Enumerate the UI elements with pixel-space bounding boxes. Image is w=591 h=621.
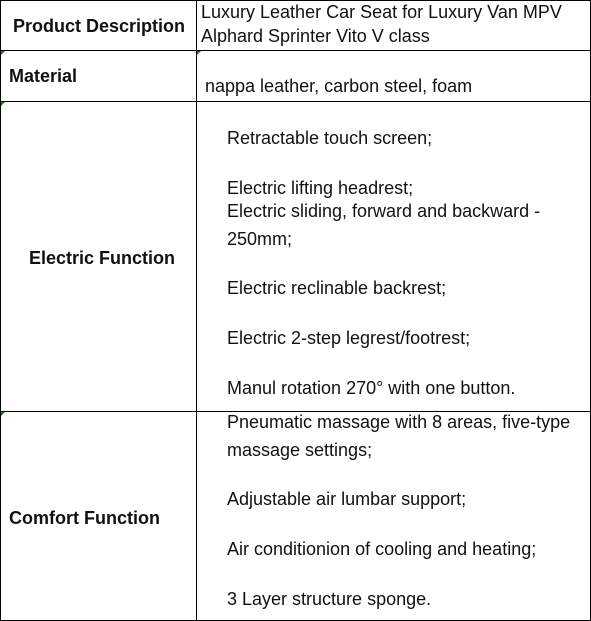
value-cell — [197, 412, 591, 621]
label-cell — [1, 1, 197, 51]
cell-marker-icon — [1, 51, 5, 55]
cell-marker-icon — [1, 102, 5, 106]
value-line: Alphard Sprinter Vito V class — [201, 26, 430, 46]
electric-feature-line: Retractable touch screen; — [227, 128, 433, 148]
electric-function-label: Electric Function — [29, 248, 176, 268]
electric-feature-line: Electric reclinable backrest; — [227, 278, 447, 298]
value-line: Luxury Leather Car Seat for Luxury Van MPV — [201, 2, 562, 22]
comfort-feature-line: Pneumatic massage with 8 areas, five-type — [227, 412, 571, 432]
label-cell — [1, 102, 197, 412]
cell-marker-icon — [1, 412, 5, 416]
electric-feature-line: Manul rotation 270° with one button. — [227, 378, 516, 398]
table-row-electric-function — [1, 102, 591, 412]
table-row-product-description — [1, 1, 591, 51]
electric-feature-line: Electric sliding, forward and backward - — [227, 201, 541, 221]
value-cell — [197, 51, 591, 102]
comfort-feature-line: 3 Layer structure sponge. — [227, 589, 432, 609]
comfort-feature-line: Adjustable air lumbar support; — [227, 489, 467, 509]
table-row-material — [1, 51, 591, 102]
cell-marker-icon — [197, 51, 201, 55]
comfort-function-label: Comfort Function — [9, 508, 160, 528]
comfort-feature-line: Air conditionion of cooling and heating; — [227, 539, 537, 559]
electric-feature-line: 250mm; — [227, 229, 293, 249]
label-cell — [1, 412, 197, 621]
table-row-comfort-function — [1, 412, 591, 621]
label-cell — [1, 51, 197, 102]
comfort-feature-line: massage settings; — [227, 440, 373, 460]
value-cell — [197, 1, 591, 51]
product-description-value — [201, 1, 562, 49]
product-description-label: Product Description — [13, 16, 186, 36]
electric-feature-line: Electric lifting headrest; — [227, 178, 414, 198]
material-value: nappa leather, carbon steel, foam — [205, 76, 473, 96]
material-label: Material — [9, 66, 78, 86]
value-cell — [197, 102, 591, 412]
electric-feature-line: Electric 2-step legrest/footrest; — [227, 328, 471, 348]
